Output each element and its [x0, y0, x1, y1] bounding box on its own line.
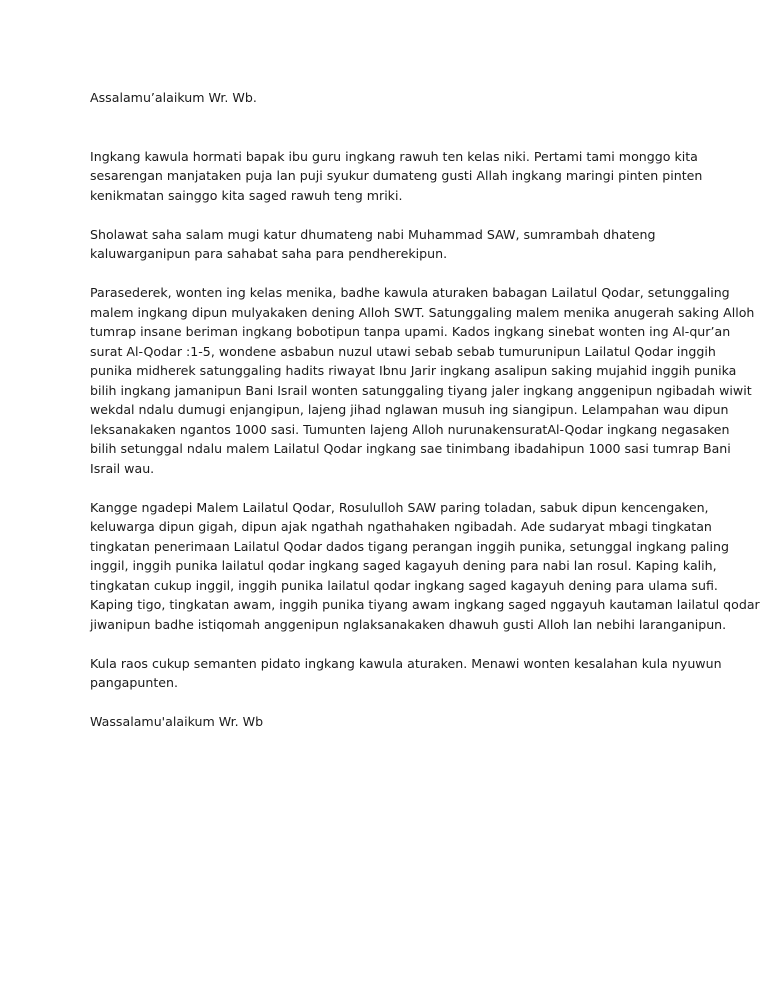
closing-salutation [90, 712, 690, 732]
text-line: malem ingkang dipun mulyakaken dening Alloh SWT. Satunggaling malem menika anugerah saking Alloh [90, 304, 755, 320]
paragraph-opening [90, 147, 703, 206]
text-line: Kangge ngadepi Malem Lailatul Qodar, Rosululloh SAW paring toladan, sabuk dipun kencengaken, [90, 499, 709, 515]
paragraph-closing-remarks [90, 654, 722, 693]
greeting [90, 88, 690, 108]
text-line: kenikmatan sainggo kita saged rawuh teng mriki. [90, 187, 403, 203]
text-line: pangapunten. [90, 675, 179, 690]
text-line: Sholawat saha salam mugi katur dhumateng nabi Muhammad SAW, sumrambah dhateng [90, 226, 656, 242]
text-line: Ingkang kawula hormati bapak ibu guru ingkang rawuh ten kelas niki. Pertami tami monggo kita [90, 148, 698, 164]
text-line: bilih ingkang jamanipun Bani Israil wonten satunggaling tiyang jaler ingkang anggenipun ngibadah wiwit [90, 382, 752, 398]
text-line: kaluwarganipun para sahabat saha para pendherekipun. [90, 246, 448, 261]
text-line: Kula raos cukup semanten pidato ingkang kawula aturaken. Menawi wonten kesalahan kula nyuwun [90, 655, 722, 671]
text-line: punika midherek satunggaling hadits riwayat Ibnu Jarir ingkang asalipun saking mujahid inggih punika [90, 363, 737, 378]
text-line: sesarengan manjataken puja lan puji syukur dumateng gusti Allah ingkang maringi pinten pinten [90, 168, 703, 183]
text-line: Parasederek, wonten ing kelas menika, badhe kawula aturaken babagan Lailatul Qodar, setunggaling [90, 285, 730, 300]
text-line: wekdal ndalu dumugi enjangipun, lajeng jihad nglawan musuh ing siangipun. Lelampahan wau dipun [90, 402, 729, 417]
paragraph-lailatul-qodar [90, 283, 755, 478]
text-line: tumrap insane beriman ingkang bobotipun tanpa upami. Kados ingkang sinebat wonten ing Al-qur’an [90, 324, 731, 339]
text-line: Wassalamu'alaikum Wr. Wb [90, 714, 264, 729]
text-line: Israil wau. [90, 460, 155, 476]
paragraph-tingkatan [90, 498, 760, 635]
text-line: Kaping tigo, tingkatan awam, inggih punika tiyang awam ingkang saged nggayuh kautaman lailatul qodar [90, 597, 760, 612]
text-line: Assalamu’alaikum Wr. Wb. [90, 90, 257, 105]
text-line: tingkatan penerimaan Lailatul Qodar dados tigang perangan inggih punika, setunggal ingkang paling [90, 538, 730, 554]
text-line: surat Al-Qodar :1-5, wondene asbabun nuzul utawi sebab sebab tumurunipun Lailatul Qodar inggih [90, 343, 716, 359]
text-line: leksanakaken ngantos 1000 sasi. Tumunten lajeng Alloh nurunakensuratAl-Qodar ingkang negasaken [90, 421, 730, 437]
text-line: inggil, inggih punika lailatul qodar ingkang saged kagayuh dening para nabi lan rosul. Kaping kalih, [90, 558, 717, 573]
text-line: keluwarga dipun gigah, dipun ajak ngathah ngathahaken ngibadah. Ade sudaryat mbagi tingkatan [90, 519, 712, 534]
text-line: tingkatan cukup inggil, inggih punika lailatul qodar ingkang saged kagayuh dening para ulama sufi. [90, 577, 718, 593]
paragraph-sholawat [90, 225, 690, 264]
text-line: jiwanipun badhe istiqomah anggenipun nglaksanakaken dhawuh gusti Alloh lan nebihi laranganipun. [90, 616, 727, 632]
text-line: bilih setunggal ndalu malem Lailatul Qodar ingkang sae tinimbang ibadahipun 1000 sasi tumrap Bani [90, 441, 731, 456]
document-body [90, 88, 760, 732]
